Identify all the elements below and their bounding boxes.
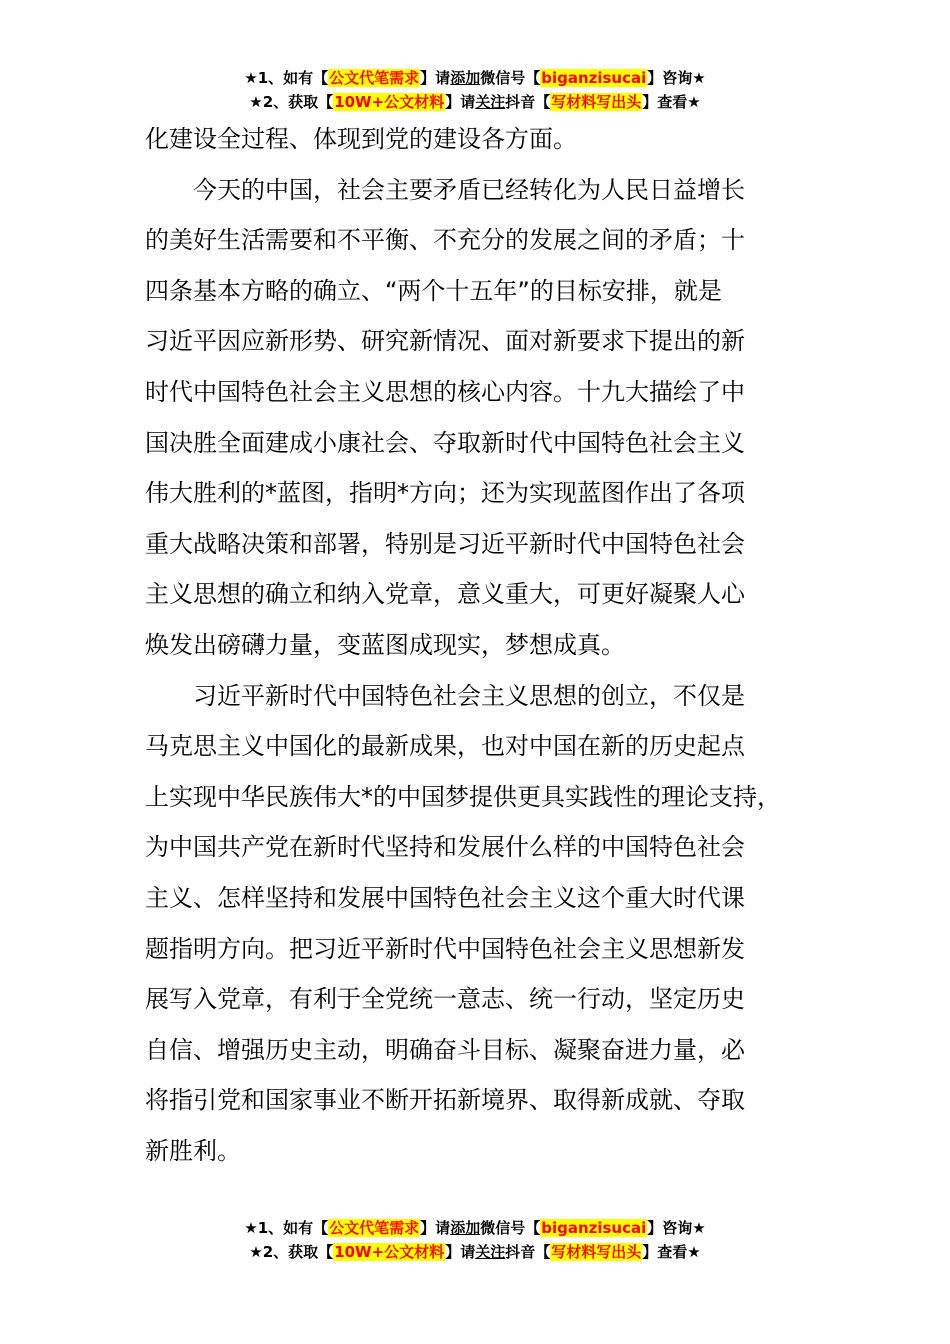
- banner-text: 】请: [420, 1219, 451, 1237]
- text-line: 伟大胜利的*蓝图，指明*方向；还为实现蓝图作出了各项: [145, 479, 745, 508]
- banner-line-2: [0, 90, 950, 114]
- highlight-douyin: 写材料写出头: [551, 1243, 642, 1261]
- highlight-wechat-id: biganzisucai: [541, 1219, 647, 1237]
- text-line: 自信、增强历史主动，明确奋斗目标、凝聚奋进力量，必: [145, 1035, 745, 1064]
- banner-text: 】咨询★: [647, 69, 706, 87]
- banner-text: ★1、如有【: [244, 1219, 329, 1237]
- highlight-wechat-id: biganzisucai: [541, 69, 647, 87]
- text-line: 重大战略决策和部署，特别是习近平新时代中国特色社会: [145, 529, 745, 558]
- banner-text: 】咨询★: [647, 1219, 706, 1237]
- highlight-service: 公文代笔需求: [329, 69, 420, 87]
- banner-text: 抖音【: [505, 93, 551, 111]
- text-line: 习近平新时代中国特色社会主义思想的创立，不仅是: [193, 681, 745, 710]
- banner-text: 】查看★: [642, 1243, 701, 1261]
- highlight-service: 公文代笔需求: [329, 1219, 420, 1237]
- banner-text: 微信号【: [480, 1219, 541, 1237]
- banner-text: ★2、获取【: [249, 1243, 334, 1261]
- paragraph-3: [145, 671, 835, 1177]
- banner-text: 】查看★: [642, 93, 701, 111]
- header-banner: [0, 66, 950, 114]
- text-line: 焕发出磅礴力量，变蓝图成现实，梦想成真。: [145, 630, 625, 659]
- text-line: 化建设全过程、体现到党的建设各方面。: [145, 125, 577, 153]
- banner-line-1: [0, 1216, 950, 1240]
- text-line: 主义、怎样坚持和发展中国特色社会主义这个重大时代课: [145, 883, 745, 912]
- banner-text: 抖音【: [505, 1243, 551, 1261]
- text-line: 为中国共产党在新时代坚持和发展什么样的中国特色社会: [145, 833, 745, 862]
- text-line: 主义思想的确立和纳入党章，意义重大，可更好凝聚人心: [145, 580, 745, 609]
- highlight-douyin: 写材料写出头: [551, 93, 642, 111]
- highlight-materials: 10W+公文材料: [334, 1243, 445, 1261]
- underlined-text: 添加: [450, 69, 481, 87]
- text-line: 国决胜全面建成小康社会、夺取新时代中国特色社会主义: [145, 428, 745, 457]
- text-line: 今天的中国，社会主要矛盾已经转化为人民日益增长: [193, 175, 745, 204]
- banner-text: ★1、如有【: [244, 69, 329, 87]
- footer-banner: [0, 1216, 950, 1264]
- banner-text: 微信号【: [480, 69, 541, 87]
- text-line: 展写入党章，有利于全党统一意志、统一行动，坚定历史: [145, 985, 745, 1014]
- banner-line-2: [0, 1240, 950, 1264]
- banner-text: 】请: [445, 93, 476, 111]
- text-line: 马克思主义中国化的最新成果，也对中国在新的历史起点: [145, 732, 745, 761]
- text-line: 上实现中华民族伟大*的中国梦提供更具实践性的理论支持，: [145, 782, 781, 811]
- text-line: 新胜利。: [145, 1136, 241, 1165]
- document-body: [145, 114, 835, 1176]
- banner-text: 】请: [420, 69, 451, 87]
- banner-text: 】请: [445, 1243, 476, 1261]
- underlined-text: 关注: [475, 1243, 506, 1261]
- text-line: 将指引党和国家事业不断开拓新境界、取得新成就、夺取: [145, 1086, 745, 1115]
- paragraph-2: [145, 165, 835, 671]
- text-line: 四条基本方略的确立、“两个十五年”的目标安排，就是: [145, 276, 722, 305]
- text-line: 题指明方向。把习近平新时代中国特色社会主义思想新发: [145, 934, 745, 963]
- highlight-materials: 10W+公文材料: [334, 93, 445, 111]
- underlined-text: 添加: [450, 1219, 481, 1237]
- text-line: 的美好生活需要和不平衡、不充分的发展之间的矛盾；十: [145, 226, 745, 255]
- underlined-text: 关注: [475, 93, 506, 111]
- text-line: 习近平因应新形势、研究新情况、面对新要求下提出的新: [145, 327, 745, 356]
- paragraph-1: [145, 114, 835, 165]
- banner-line-1: [0, 66, 950, 90]
- banner-text: ★2、获取【: [249, 93, 334, 111]
- text-line: 时代中国特色社会主义思想的核心内容。十九大描绘了中: [145, 377, 745, 406]
